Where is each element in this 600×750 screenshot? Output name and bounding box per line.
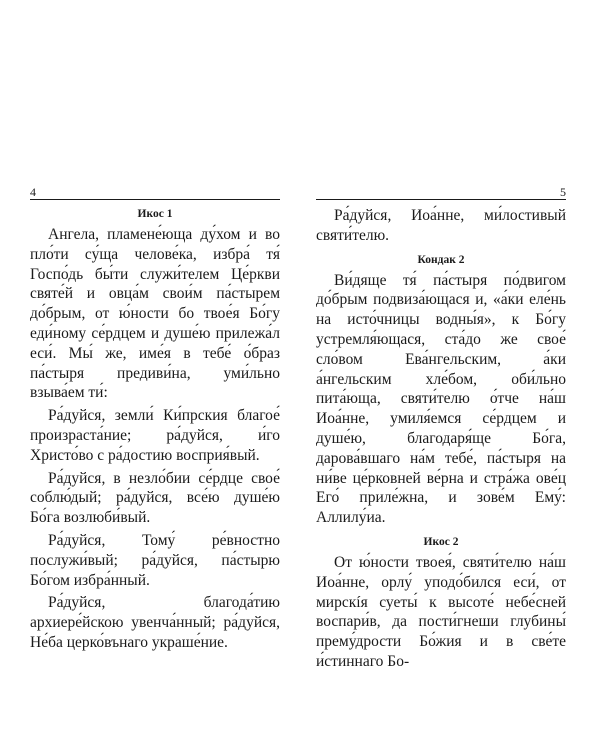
rejoice-line-2: Ра́дуйся, в незло́бии се́рдце свое́ соблю́дый; ра́дуйся, все́ю душе́ю Бо́га возлюби́вый. (30, 469, 280, 527)
right-page-number: 5 (560, 185, 566, 199)
left-page (30, 184, 280, 656)
rejoice-line-4: Ра́дуйся, благода́тию архиере́йскою увенча́нный; ра́дуйся, Не́ба церко́вънаго украше́ние. (30, 594, 280, 651)
ikos-2-heading: Икос 2 (423, 535, 459, 548)
left-page-number: 4 (30, 185, 36, 199)
left-page-header (30, 184, 280, 200)
ikos-2-text: От ю́ности твоея́, святи́телю на́ш Иоа́нне, орлу́ уподо́бился еси́, от мирскíя суеты́ к высоте́ небе́сней воспари́в, да пости́гнеши глубины́ прему́дрости Бо́жия и в све́те и́стиннаго Бо- (316, 553, 566, 670)
kondak-2-text: Ви́дяще тя́ па́стыря по́двигом до́брым подвиза́ющася и, «а́ки еле́нь на исто́чницы водны́я», к Бо́гу устремля́ющася, ста́до же свое́ сло́вом Ева́нгельским, а́ки а́нгельским хле́бом, оби́льно пита́юща, святи́телю о́тче на́ш Иоа́нне, умиля́емся се́рдцем и душе́ю, благодаря́ще Бо́га, дарова́вшаго на́м тебе́, па́стыря на ни́ве це́рковней ве́рна и стра́жа ове́ц Его́ приле́жна, и зове́м Ему́: Аллилу́иа. (316, 271, 566, 527)
rejoice-line-1: Ра́дуйся, земли́ Ки́прския благое́ произраста́ние; ра́дуйся, и́го Христо́во с ра́достию восприя́вый. (30, 407, 280, 464)
right-page-header (316, 184, 566, 200)
ikos-1-heading: Икос 1 (137, 208, 173, 220)
right-page (316, 184, 566, 675)
ikos-1-text: Ангела, пламене́юща ду́хом и во пло́ти су́ща челове́ка, избра́ тя́ Госпо́дь бы́ти служи́телем Це́ркви святе́й и овца́м свои́м па́стырем до́брым, от ю́ности бо твое́я Бо́гу еди́ному се́рдцем и душе́ю прилежа́л еси́. Мы́ же, име́я в тебе́ о́браз па́стыря предиви́на, уми́льно взыва́ем ти́: (30, 226, 280, 402)
rejoice-line-5: Ра́дуйся, Иоа́нне, ми́лостивый святи́телю. (316, 207, 566, 244)
rejoice-line-3: Ра́дуйся, Тому́ ре́вностно послужи́вый; ра́дуйся, па́стырю Бо́гом избра́нный. (30, 531, 280, 589)
kondak-2-heading: Кондак 2 (417, 253, 465, 266)
